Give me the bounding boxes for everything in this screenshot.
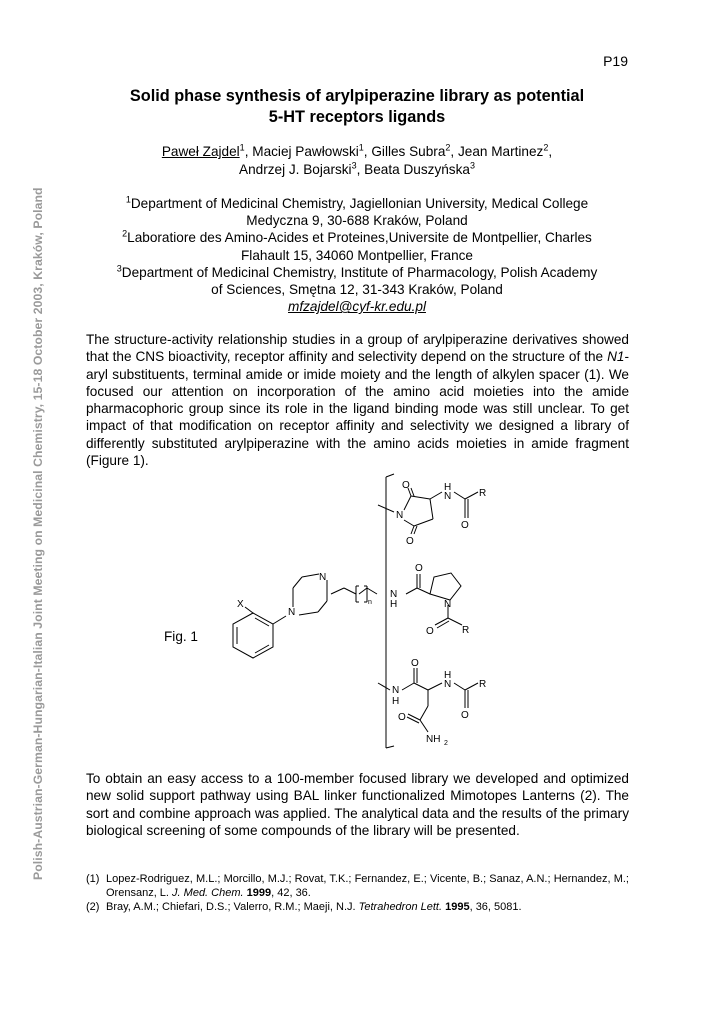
affiliation-3-address: of Sciences, Smętna 12, 31-343 Kraków, Poland <box>211 282 503 298</box>
title-line-1: Solid phase synthesis of arylpiperazine library as potential <box>129 87 585 105</box>
aryl-substituent-label: X <box>237 599 244 610</box>
spacer-bond <box>331 588 344 594</box>
author-name: Maciej Pawłowski <box>252 144 359 159</box>
reference-year: 1995 <box>442 901 470 913</box>
intro-text: -aryl substituents, terminal amide or imide moiety and the length of alkylen spacer (1). We focused our attention on incorporation of the amino acid moieties into the amide pharmacophoric group since its role in the ligand binding mode was still unclear. To get impact of that modification on receptor affinity and selectivity we designed a library of differently substituted arylpiperazine with the amino acids moieties in amide fragment (Figure 1). <box>86 349 629 469</box>
affiliation-number: 2 <box>122 228 128 239</box>
benzene-ring <box>233 613 273 658</box>
reference-volume-pages: , 42, 36. <box>271 887 311 899</box>
reference-number: (2) <box>86 901 100 913</box>
author-separator: , <box>548 144 553 159</box>
proline-n-label: N <box>444 599 452 610</box>
author-separator: , <box>356 161 365 177</box>
r-group-label: R <box>479 679 487 690</box>
arylpiperazine-structure-drawing <box>230 470 520 755</box>
author-name: Andrzej J. Bojarski <box>239 161 352 177</box>
methods-paragraph: To obtain an easy access to a 100-member focused library we developed and optimized new solid support pathway using BAL linker functionalized Mimotopes Lanterns (2). The sort and combine approach was applied. The analytical data and the results of the primary biological screening of some compounds of the library will be presented. <box>86 771 629 838</box>
affiliation-text: Department of Medicinal Chemistry, Jagiellonian University, Medical College <box>130 196 589 211</box>
reference-journal: Tetrahedron Lett. <box>358 901 443 913</box>
nh-h-label: H <box>444 482 452 493</box>
affiliation-2-address: Flahault 15, 34060 Montpellier, France <box>241 247 473 263</box>
reference-authors: Lopez-Rodriguez, M.L.; Morcillo, M.J.; Rovat, T.K.; Fernandez, E.; Vicente, B.; Sanaz, A.N.; Hernandez, M.; Orensanz, L. <box>106 873 629 899</box>
reference-year: 1999 <box>243 887 272 899</box>
author-name: Beata Duszyńska <box>364 161 470 177</box>
nh-h-label: H <box>444 670 452 681</box>
author-name: Jean Martinez <box>457 144 544 159</box>
author-separator: , <box>450 144 458 159</box>
author-separator: , <box>363 144 372 159</box>
intro-text: The structure-activity relationship studies in a group of arylpiperazine derivatives showed that the CNS bioactivity, receptor affinity and selectivity depend on the structure of the <box>86 332 629 365</box>
reference-journal: J. Med. Chem. <box>172 887 244 899</box>
oxygen-label: O <box>402 480 410 491</box>
title-line-2: 5-HT receptors ligands <box>268 108 446 126</box>
imide-n-label: N <box>396 510 404 521</box>
oxygen-label: O <box>415 563 423 574</box>
affiliation-3 <box>86 264 628 281</box>
references <box>86 872 629 914</box>
amide-h-label: H <box>392 696 400 707</box>
oxygen-label: O <box>461 520 469 531</box>
reference-number: (1) <box>86 873 100 885</box>
nh-n-label: N <box>444 491 452 502</box>
author-affiliation-mark: 1 <box>358 142 364 153</box>
piperazine-n1-label: N <box>288 607 296 618</box>
intro-italic-term: N1 <box>607 349 625 365</box>
affiliation-2 <box>86 229 628 246</box>
piperazine-n4-label: N <box>319 572 327 583</box>
amide-n-label: N <box>392 685 400 696</box>
affiliation-text: Department of Medicinal Chemistry, Institute of Pharmacology, Polish Academy <box>121 264 598 280</box>
oxygen-label: O <box>461 710 469 721</box>
amide-n-label: N <box>390 589 398 600</box>
r-group-label: R <box>479 488 487 499</box>
amine-subscript: 2 <box>444 740 448 747</box>
author-affiliation-mark: 2 <box>445 142 451 153</box>
author-name: Paweł Zajdel <box>161 144 240 159</box>
spacer-n-label: n <box>368 599 372 606</box>
reference-authors: Bray, A.M.; Chiefari, D.S.; Valerro, R.M.; Maeji, N.J. <box>106 901 359 913</box>
author-separator: , <box>244 144 253 159</box>
reference-1 <box>86 872 629 900</box>
affiliation-number: 1 <box>125 194 131 205</box>
author-affiliation-mark: 3 <box>469 159 475 170</box>
author-affiliation-mark: 3 <box>351 159 357 170</box>
conference-banner: Polish-Austrian-German-Hungarian-Italian Joint Meeting on Medicinal Chemistry, 15-18 October 2003, Kraków, Poland <box>31 187 45 880</box>
intro-paragraph <box>86 331 629 469</box>
nh-n-label: N <box>444 679 452 690</box>
author-list <box>86 143 628 178</box>
affiliation-1-address: Medyczna 9, 30-688 Kraków, Poland <box>246 213 468 229</box>
paper-title <box>86 86 628 128</box>
proline-ring <box>430 573 461 600</box>
author-affiliation-mark: 2 <box>543 142 549 153</box>
author-affiliation-mark: 1 <box>239 142 245 153</box>
reference-2 <box>86 900 629 914</box>
oxygen-label: O <box>406 536 414 547</box>
figure-1-structure <box>230 470 520 760</box>
affiliations <box>86 195 628 315</box>
contact-email-link[interactable]: mfzajdel@cyf-kr.edu.pl <box>288 299 426 315</box>
affiliation-text: Laboratiore des Amino-Acides et Proteines,Universite de Montpellier, Charles <box>127 230 592 246</box>
reference-volume-pages: , 36, 5081. <box>469 901 522 913</box>
author-name: Gilles Subra <box>371 144 446 159</box>
oxygen-label: O <box>426 626 434 637</box>
amide-h-label: H <box>390 599 398 610</box>
figure-label: Fig. 1 <box>164 629 198 644</box>
affiliation-1 <box>86 195 628 212</box>
oxygen-label: O <box>398 712 406 723</box>
amine-label: NH <box>426 734 441 745</box>
affiliation-number: 3 <box>116 263 122 274</box>
oxygen-label: O <box>411 658 419 669</box>
poster-code: P19 <box>603 53 628 69</box>
r-group-label: R <box>462 625 470 636</box>
